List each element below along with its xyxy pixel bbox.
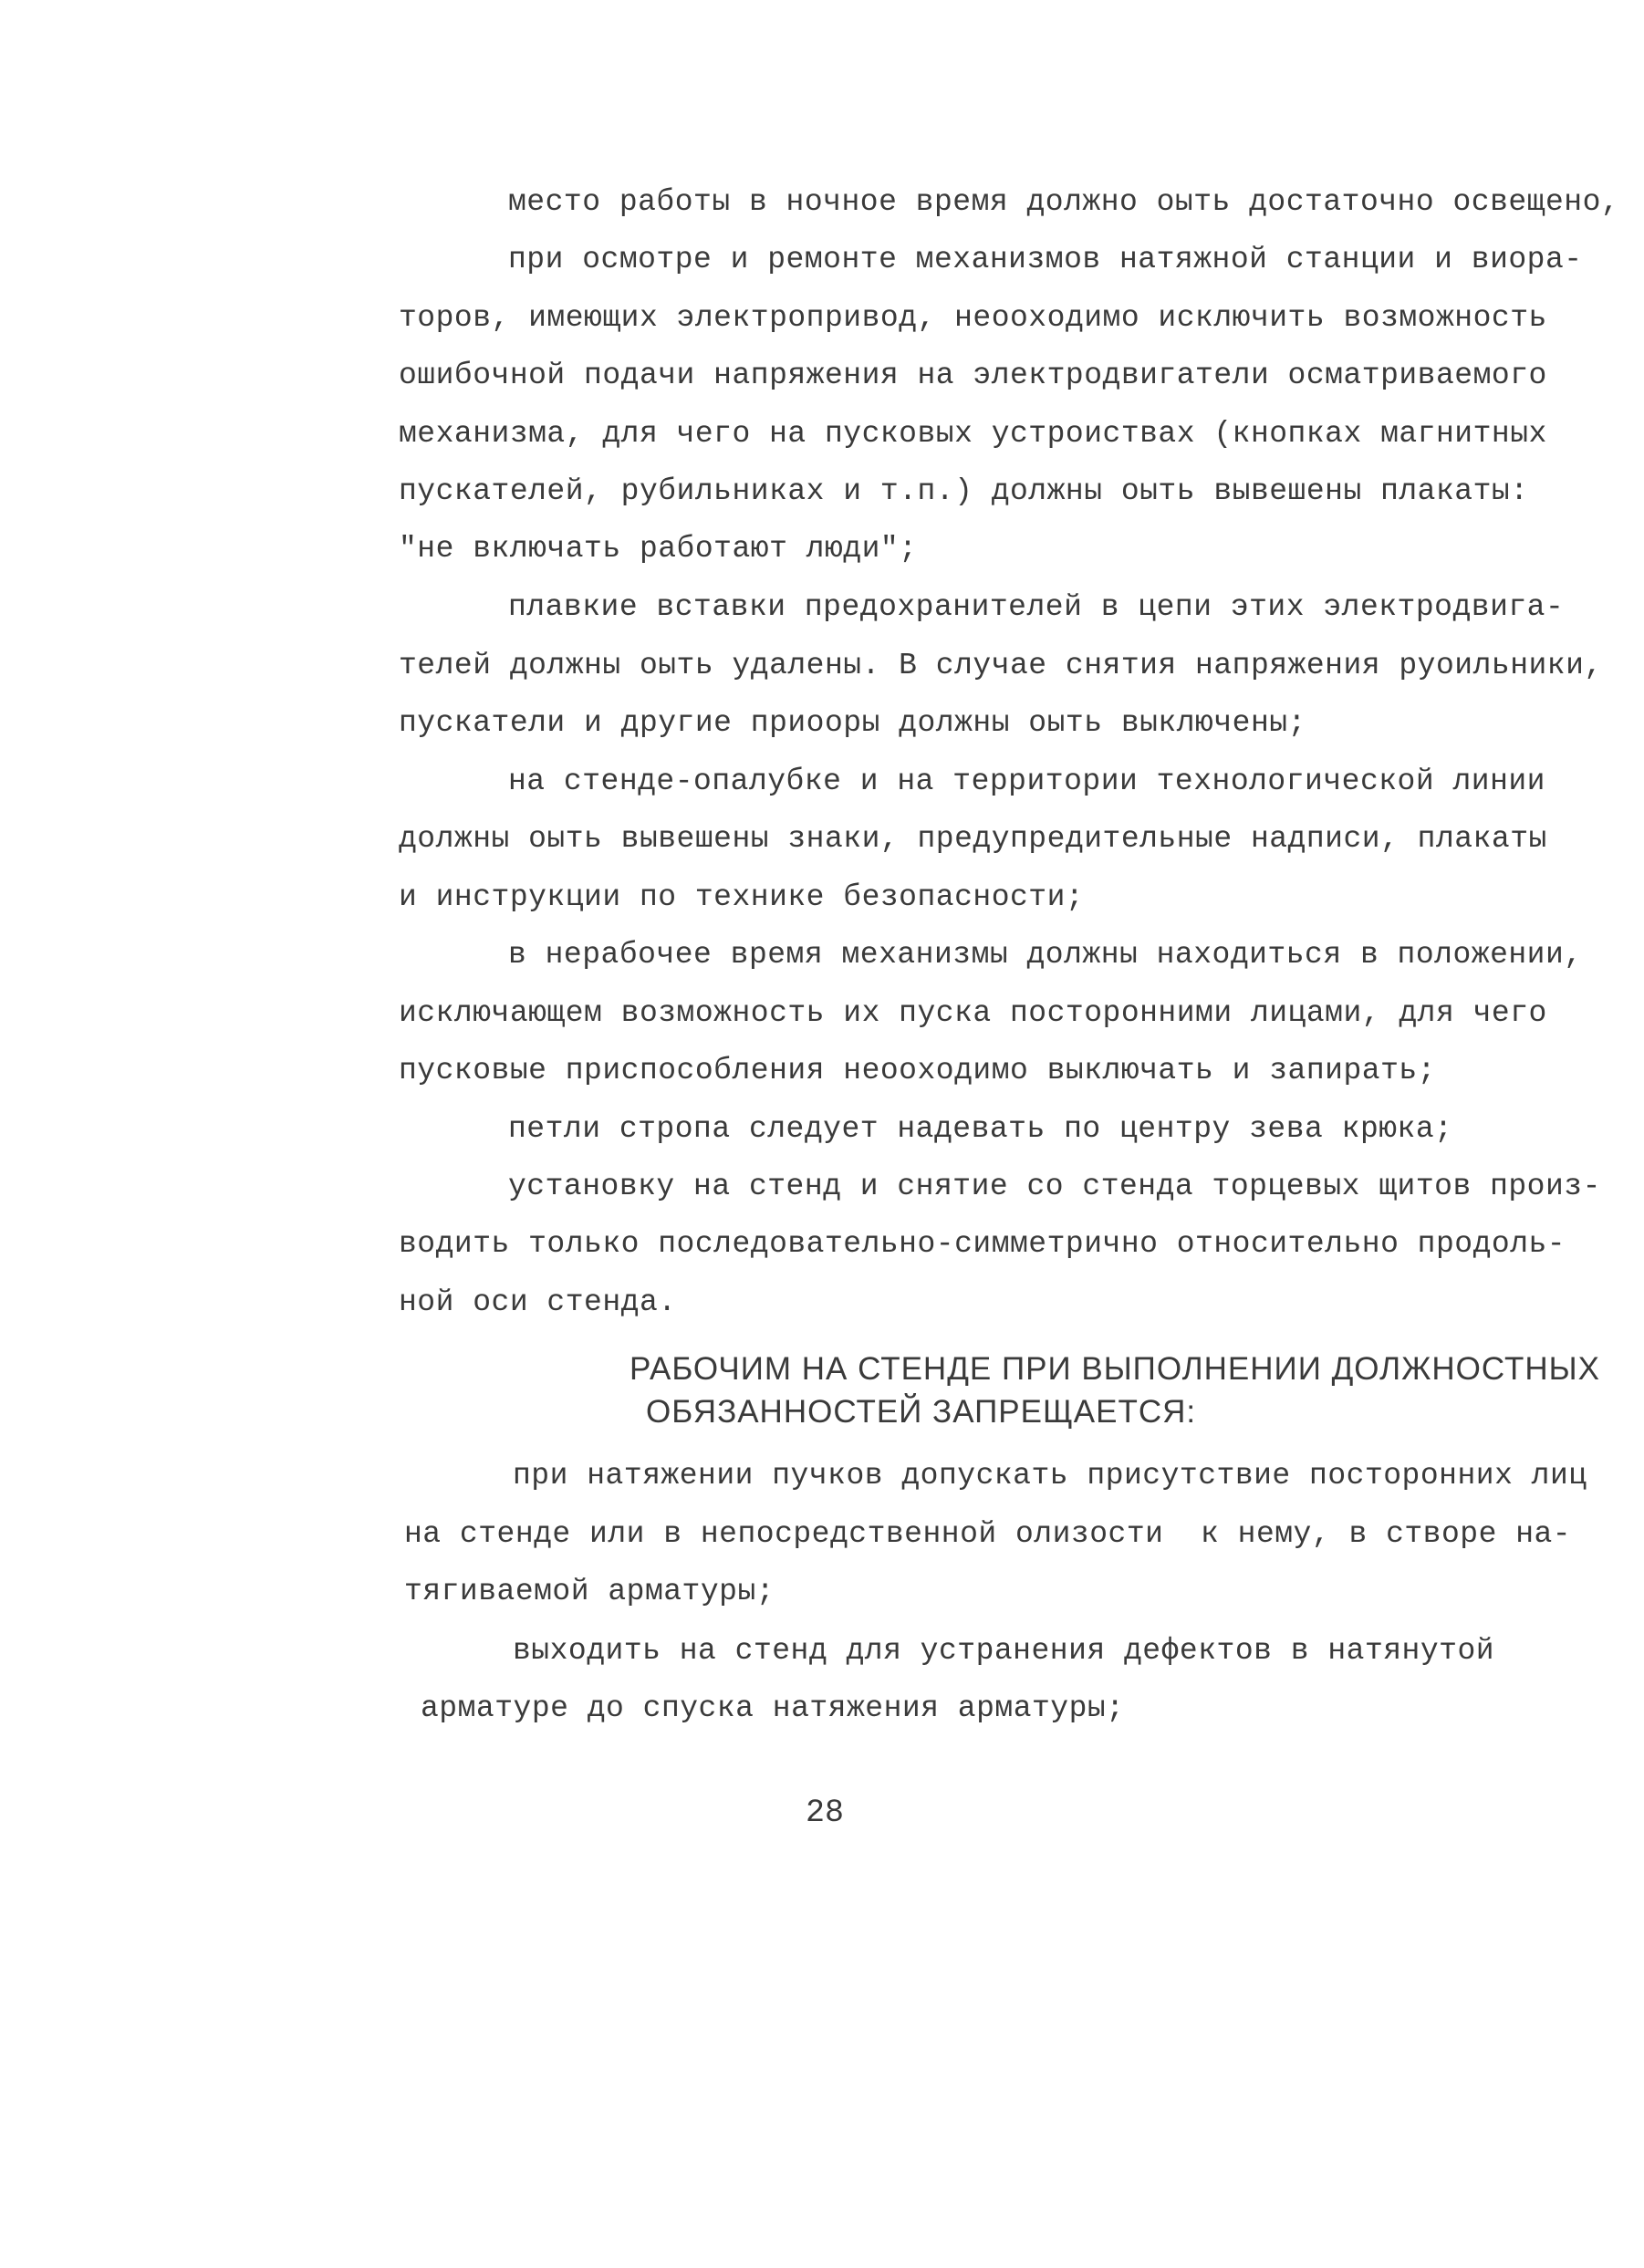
text-line: исключающем возможность их пуска посторонними лицами, для чего	[399, 996, 1547, 1030]
text-line: тягиваемой арматуры;	[404, 1575, 775, 1608]
heading-line: ОБЯЗАННОСТЕЙ ЗАПРЕЩАЕТСЯ:	[646, 1394, 1197, 1430]
text-line: на стенде-опалубке и на территории технологической линии	[508, 765, 1545, 798]
text-line: должны оыть вывешены знаки, предупредительные надписи, плакаты	[399, 822, 1547, 856]
text-line: место работы в ночное время должно оыть достаточно освещено,	[508, 185, 1620, 219]
text-line: пусковые приспособления неооходимо выключать и запирать;	[399, 1054, 1436, 1087]
text-line: торов, имеющих электропривод, неооходимо исключить возможность	[399, 301, 1547, 335]
text-line: установку на стенд и снятие со стенда торцевых щитов произ-	[508, 1170, 1601, 1203]
text-line: пускатели и другие приоoры должны оыть выключены;	[399, 706, 1306, 740]
text-line: выходить на стенд для устранения дефектов в натянутой	[513, 1634, 1495, 1668]
heading-line: РАБОЧИМ НА СТЕНДЕ ПРИ ВЫПОЛНЕНИИ ДОЛЖНОСТНЫХ	[630, 1351, 1600, 1387]
text-line: при натяжении пучков допускать присутствие посторонних лиц	[513, 1459, 1587, 1493]
page-number: 28	[806, 1795, 845, 1831]
text-line: плавкие вставки предохранителей в цепи этих электродвига-	[508, 590, 1565, 624]
text-line: на стенде или в непосредственной олизости к нему, в створе на-	[404, 1517, 1572, 1551]
text-line: арматуре до спуска натяжения арматуры;	[421, 1691, 1125, 1725]
text-line: и инструкции по технике безопасности;	[399, 880, 1085, 914]
text-line: петли стропа следует надевать по центру зева крюка;	[508, 1112, 1453, 1146]
text-line: водить только последовательно-симметрично относительно продоль-	[399, 1227, 1566, 1261]
text-line: в нерабочее время механизмы должны находиться в положении,	[508, 938, 1583, 972]
text-line: при осмотре и ремонте механизмов натяжной станции и виора-	[508, 243, 1583, 276]
text-line: "не включать рaботают люди";	[399, 532, 918, 566]
text-line: пускателей, рубильниках и т.п.) должны оыть вывешены плакаты:	[399, 474, 1529, 508]
text-line: ошибочной подачи напряжения на электродвигатели осматриваемого	[399, 359, 1547, 392]
text-line: телей должны оыть удалены. В случае снятия напряжения руоильники,	[399, 649, 1603, 682]
text-line: механизма, для чего на пусковых устроиствах (кнопках магнитных	[399, 417, 1547, 451]
text-line: ной оси стенда.	[399, 1285, 677, 1319]
